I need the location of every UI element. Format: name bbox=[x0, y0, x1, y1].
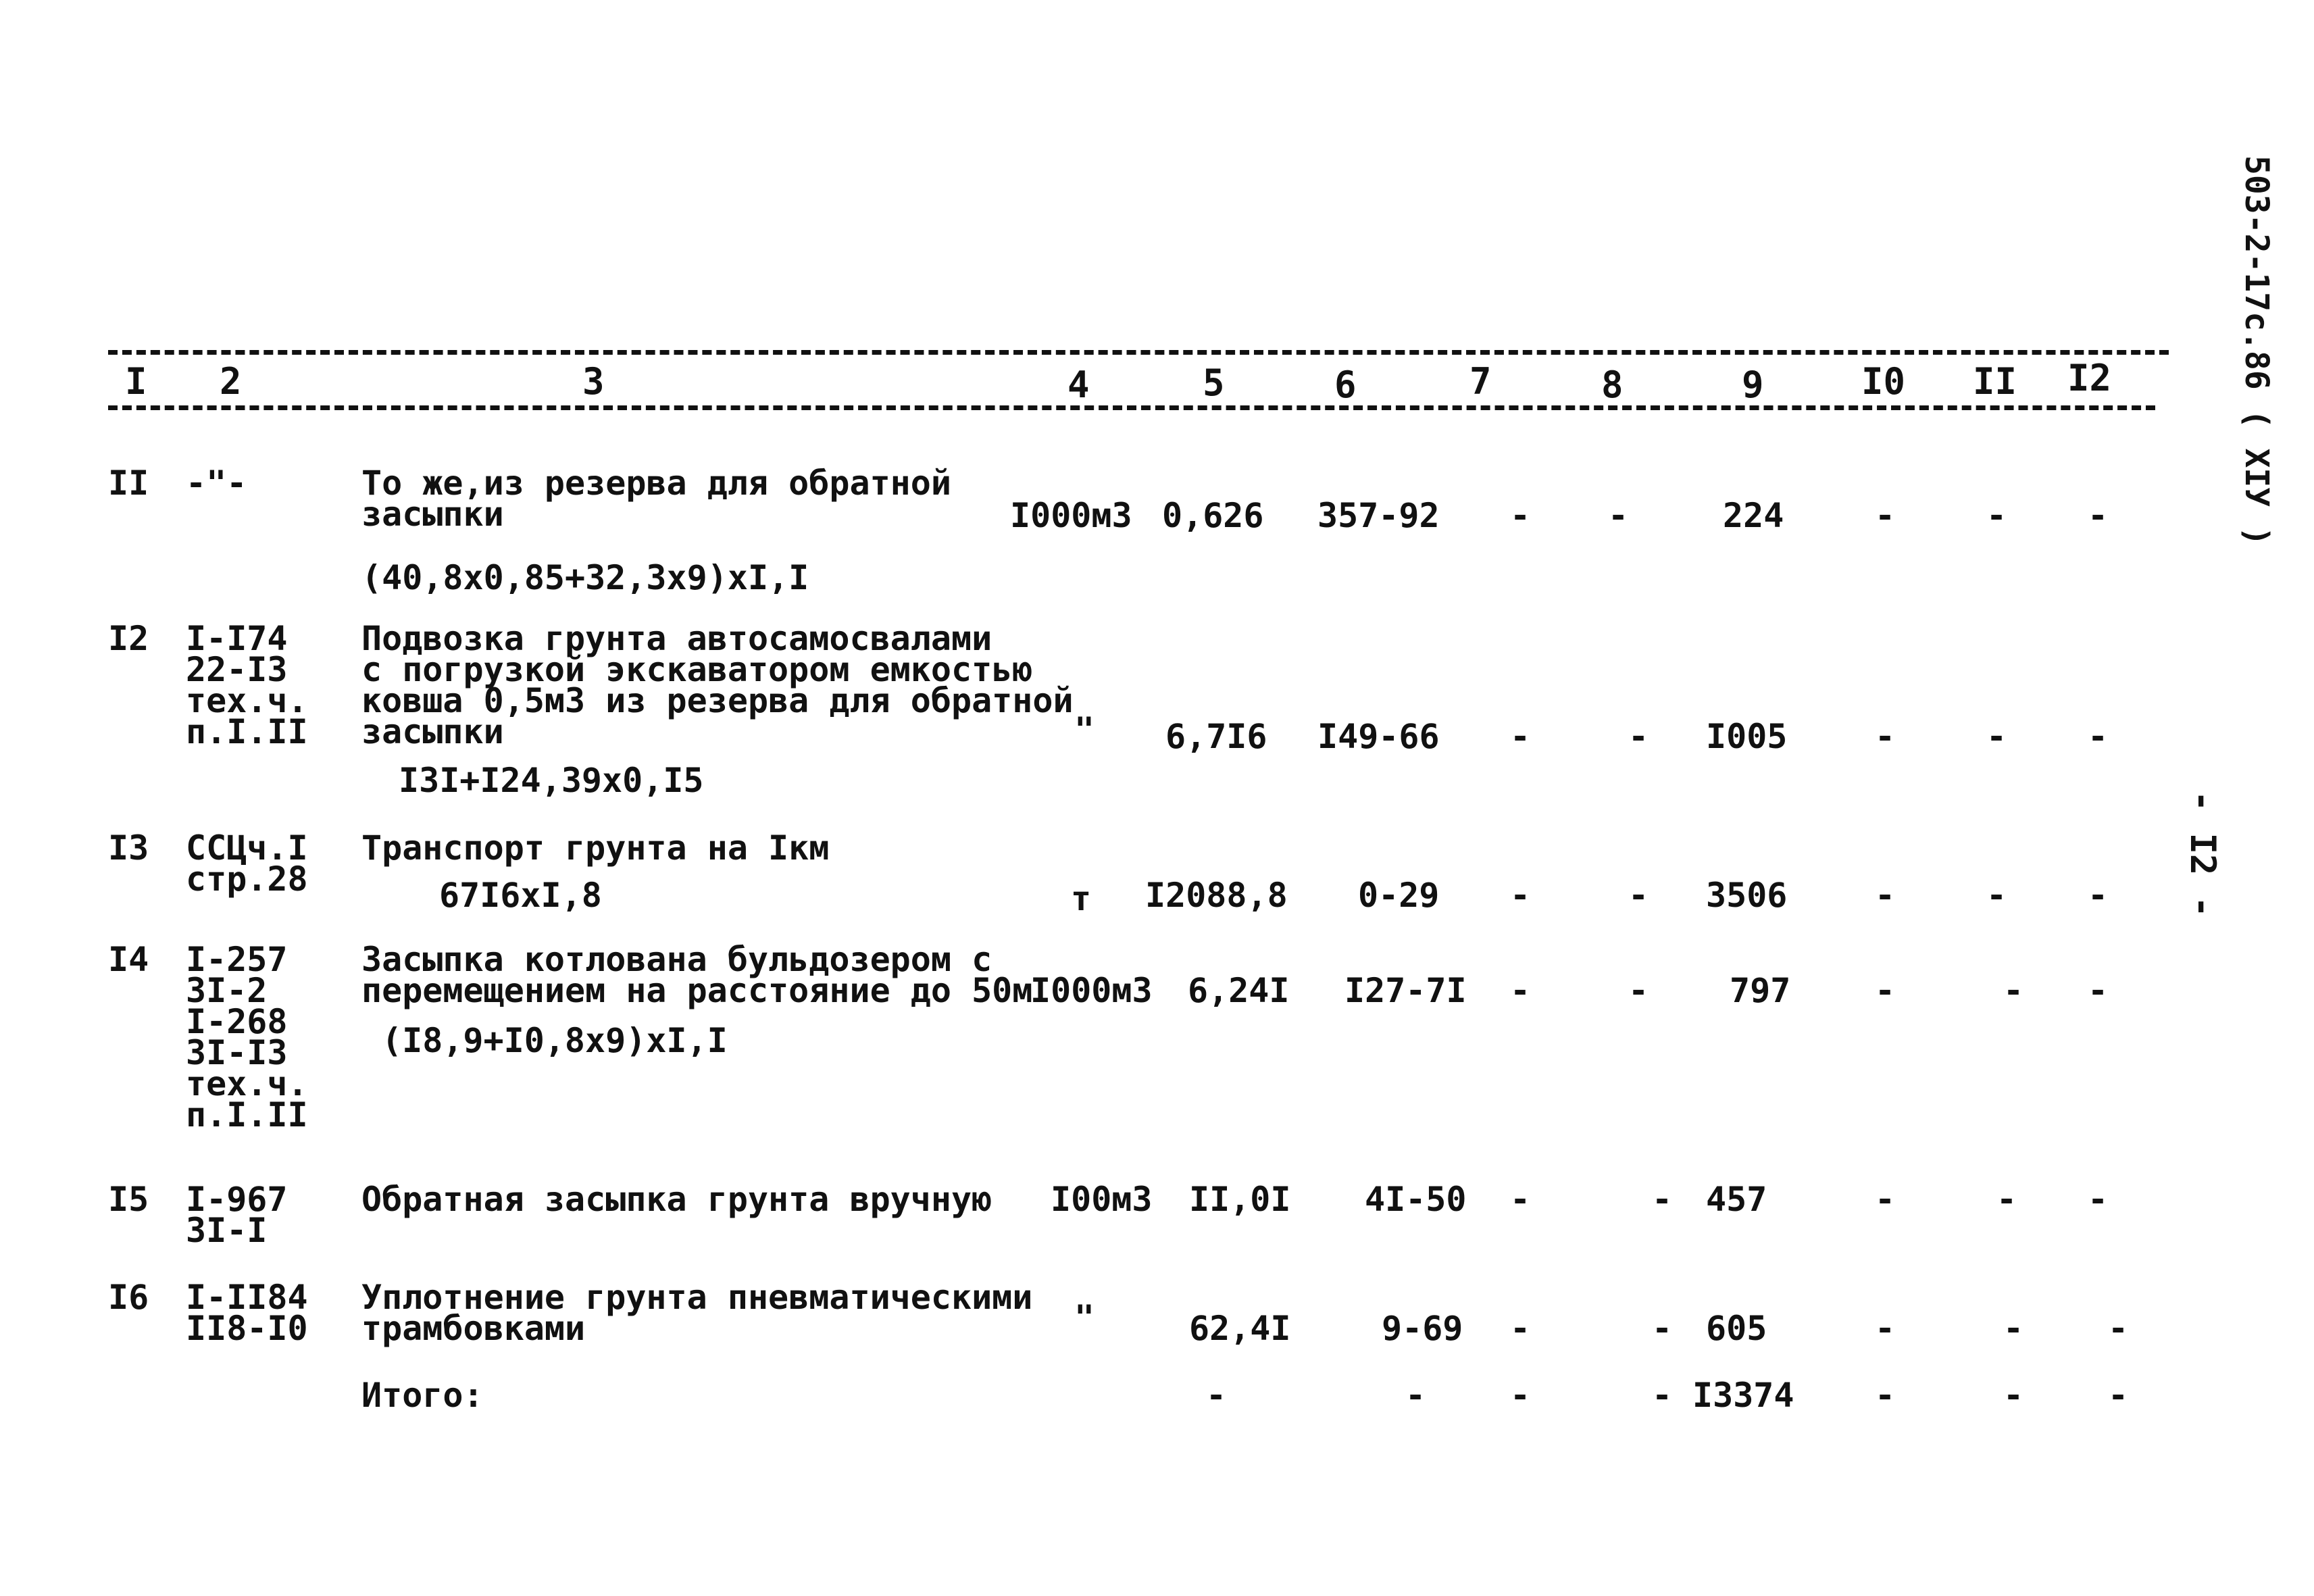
summary-qty: - bbox=[1206, 1376, 1227, 1415]
header-top-rule bbox=[108, 350, 2169, 355]
row-13-desc: Транспорт грунта на Iкм bbox=[361, 828, 830, 868]
row-12-formula: I3I+I24,39х0,I5 bbox=[399, 761, 704, 800]
row-16-col8: - bbox=[1652, 1309, 1673, 1348]
row-15-col11: - bbox=[1996, 1180, 2017, 1219]
summary-col12: - bbox=[2108, 1376, 2129, 1415]
row-14-price: I27-7I bbox=[1344, 971, 1467, 1010]
row-15-desc: Обратная засыпка грунта вручную bbox=[361, 1180, 992, 1219]
row-16-col10: - bbox=[1875, 1309, 1896, 1348]
row-14-code: I-257 bbox=[186, 940, 288, 979]
row-14-col12: - bbox=[2088, 971, 2109, 1010]
row-13-col8: - bbox=[1628, 876, 1649, 915]
row-14-col10: - bbox=[1875, 971, 1896, 1010]
summary-col10: - bbox=[1875, 1376, 1896, 1415]
row-12-col8: - bbox=[1628, 717, 1649, 756]
row-16-code: I-II84 bbox=[186, 1278, 308, 1317]
row-12-num: I2 bbox=[108, 619, 149, 658]
row-13-col11: - bbox=[1986, 876, 2007, 915]
row-13-col7: - bbox=[1510, 876, 1531, 915]
row-14-col8: - bbox=[1628, 971, 1649, 1010]
row-16-col11: - bbox=[2003, 1309, 2024, 1348]
row-13-qty: I2088,8 bbox=[1145, 876, 1288, 915]
col-header-2: 2 bbox=[220, 360, 242, 403]
row-16-desc: трамбовками bbox=[361, 1309, 586, 1348]
row-12-col10: - bbox=[1875, 717, 1896, 756]
col-header-12: I2 bbox=[2067, 357, 2112, 399]
row-15-col8: - bbox=[1652, 1180, 1673, 1219]
row-14-formula: (I8,9+I0,8х9)хI,I bbox=[382, 1021, 728, 1060]
row-12-unit: " bbox=[1074, 710, 1095, 749]
row-15-col10: - bbox=[1875, 1180, 1896, 1219]
page-number: - I2 - bbox=[2182, 791, 2223, 918]
row-13-price: 0-29 bbox=[1358, 876, 1440, 915]
row-16-code: II8-I0 bbox=[186, 1309, 308, 1348]
row-14-desc: перемещением на расстояние до 50м bbox=[361, 971, 1033, 1010]
row-13-num: I3 bbox=[108, 828, 149, 868]
summary-total: I3374 bbox=[1692, 1376, 1794, 1415]
row-11-unit: I000м3 bbox=[1010, 496, 1132, 535]
row-14-code: 3I-I3 bbox=[186, 1033, 288, 1072]
row-11-code: -"- bbox=[186, 464, 247, 503]
row-14-desc: Засыпка котлована бульдозером с bbox=[361, 940, 992, 979]
col-header-7: 7 bbox=[1469, 360, 1492, 403]
row-11-num: II bbox=[108, 464, 149, 503]
row-16-qty: 62,4I bbox=[1189, 1309, 1291, 1348]
row-13-col10: - bbox=[1875, 876, 1896, 915]
row-15-code: I-967 bbox=[186, 1180, 288, 1219]
row-13-code: стр.28 bbox=[186, 859, 308, 899]
col-header-8: 8 bbox=[1601, 364, 1624, 406]
col-header-9: 9 bbox=[1742, 364, 1764, 406]
row-13-col12: - bbox=[2088, 876, 2109, 915]
row-14-col11: - bbox=[2003, 971, 2024, 1010]
row-12-desc: с погрузкой экскаватором емкостью bbox=[361, 650, 1033, 689]
row-14-code: I-268 bbox=[186, 1002, 288, 1041]
row-15-code: 3I-I bbox=[186, 1211, 268, 1250]
row-16-num: I6 bbox=[108, 1278, 149, 1317]
row-15-col12: - bbox=[2088, 1180, 2109, 1219]
row-13-code: ССЦч.I bbox=[186, 828, 308, 868]
row-13-unit: т bbox=[1071, 879, 1092, 918]
row-14-code: 3I-2 bbox=[186, 971, 268, 1010]
row-11-col11: - bbox=[1986, 496, 2007, 535]
row-15-col7: - bbox=[1510, 1180, 1531, 1219]
row-16-desc: Уплотнение грунта пневматическими bbox=[361, 1278, 1033, 1317]
row-11-desc: То же,из резерва для обратной bbox=[361, 464, 951, 503]
summary-col11: - bbox=[2003, 1376, 2024, 1415]
row-12-col12: - bbox=[2088, 717, 2109, 756]
row-13-total: 3506 bbox=[1706, 876, 1788, 915]
row-14-num: I4 bbox=[108, 940, 149, 979]
row-12-code: I-I74 bbox=[186, 619, 288, 658]
row-16-price: 9-69 bbox=[1382, 1309, 1463, 1348]
row-15-unit: I00м3 bbox=[1051, 1180, 1153, 1219]
row-11-col8: - bbox=[1608, 496, 1629, 535]
col-header-11: II bbox=[1973, 360, 2017, 403]
col-header-4: 4 bbox=[1067, 364, 1090, 406]
row-11-col7: - bbox=[1510, 496, 1531, 535]
row-14-code: п.I.II bbox=[186, 1095, 308, 1134]
row-11-total: 224 bbox=[1723, 496, 1784, 535]
row-16-unit: " bbox=[1074, 1298, 1095, 1337]
row-14-code: тех.ч. bbox=[186, 1064, 308, 1103]
summary-col7: - bbox=[1510, 1376, 1531, 1415]
summary-price: - bbox=[1405, 1376, 1426, 1415]
row-12-code: п.I.II bbox=[186, 712, 308, 751]
row-11-desc: засыпки bbox=[361, 495, 504, 534]
row-14-unit: I000м3 bbox=[1030, 971, 1153, 1010]
row-11-formula: (40,8х0,85+32,3х9)хI,I bbox=[361, 558, 809, 597]
row-11-qty: 0,626 bbox=[1162, 496, 1264, 535]
document-code: 503-2-17с.86 ( XIУ ) bbox=[2238, 155, 2275, 546]
row-13-formula: 67I6хI,8 bbox=[439, 876, 602, 915]
summary-col8: - bbox=[1652, 1376, 1673, 1415]
row-16-total: 605 bbox=[1706, 1309, 1767, 1348]
row-12-desc: засыпки bbox=[361, 712, 504, 751]
row-12-col11: - bbox=[1986, 717, 2007, 756]
col-header-1: I bbox=[125, 360, 147, 403]
row-12-desc: Подвозка грунта автосамосвалами bbox=[361, 619, 992, 658]
row-16-col7: - bbox=[1510, 1309, 1531, 1348]
row-15-price: 4I-50 bbox=[1365, 1180, 1467, 1219]
row-11-price: 357-92 bbox=[1317, 496, 1440, 535]
row-12-code: тех.ч. bbox=[186, 681, 308, 720]
row-15-num: I5 bbox=[108, 1180, 149, 1219]
row-12-code: 22-I3 bbox=[186, 650, 288, 689]
row-15-qty: II,0I bbox=[1189, 1180, 1291, 1219]
row-14-col7: - bbox=[1510, 971, 1531, 1010]
row-11-col10: - bbox=[1875, 496, 1896, 535]
row-14-qty: 6,24I bbox=[1188, 971, 1290, 1010]
row-11-col12: - bbox=[2088, 496, 2109, 535]
header-bottom-rule bbox=[108, 405, 2155, 410]
row-12-col7: - bbox=[1510, 717, 1531, 756]
row-12-desc: ковша 0,5м3 из резерва для обратной bbox=[361, 681, 1074, 720]
row-14-total: 797 bbox=[1730, 971, 1791, 1010]
row-12-qty: 6,7I6 bbox=[1165, 717, 1267, 756]
row-12-total: I005 bbox=[1706, 717, 1788, 756]
row-16-col12: - bbox=[2108, 1309, 2129, 1348]
col-header-10: I0 bbox=[1861, 360, 1906, 403]
row-15-total: 457 bbox=[1706, 1180, 1767, 1219]
col-header-3: 3 bbox=[582, 360, 605, 403]
col-header-6: 6 bbox=[1334, 364, 1357, 406]
row-12-price: I49-66 bbox=[1317, 717, 1440, 756]
summary-label: Итого: bbox=[361, 1376, 484, 1415]
col-header-5: 5 bbox=[1203, 361, 1225, 404]
